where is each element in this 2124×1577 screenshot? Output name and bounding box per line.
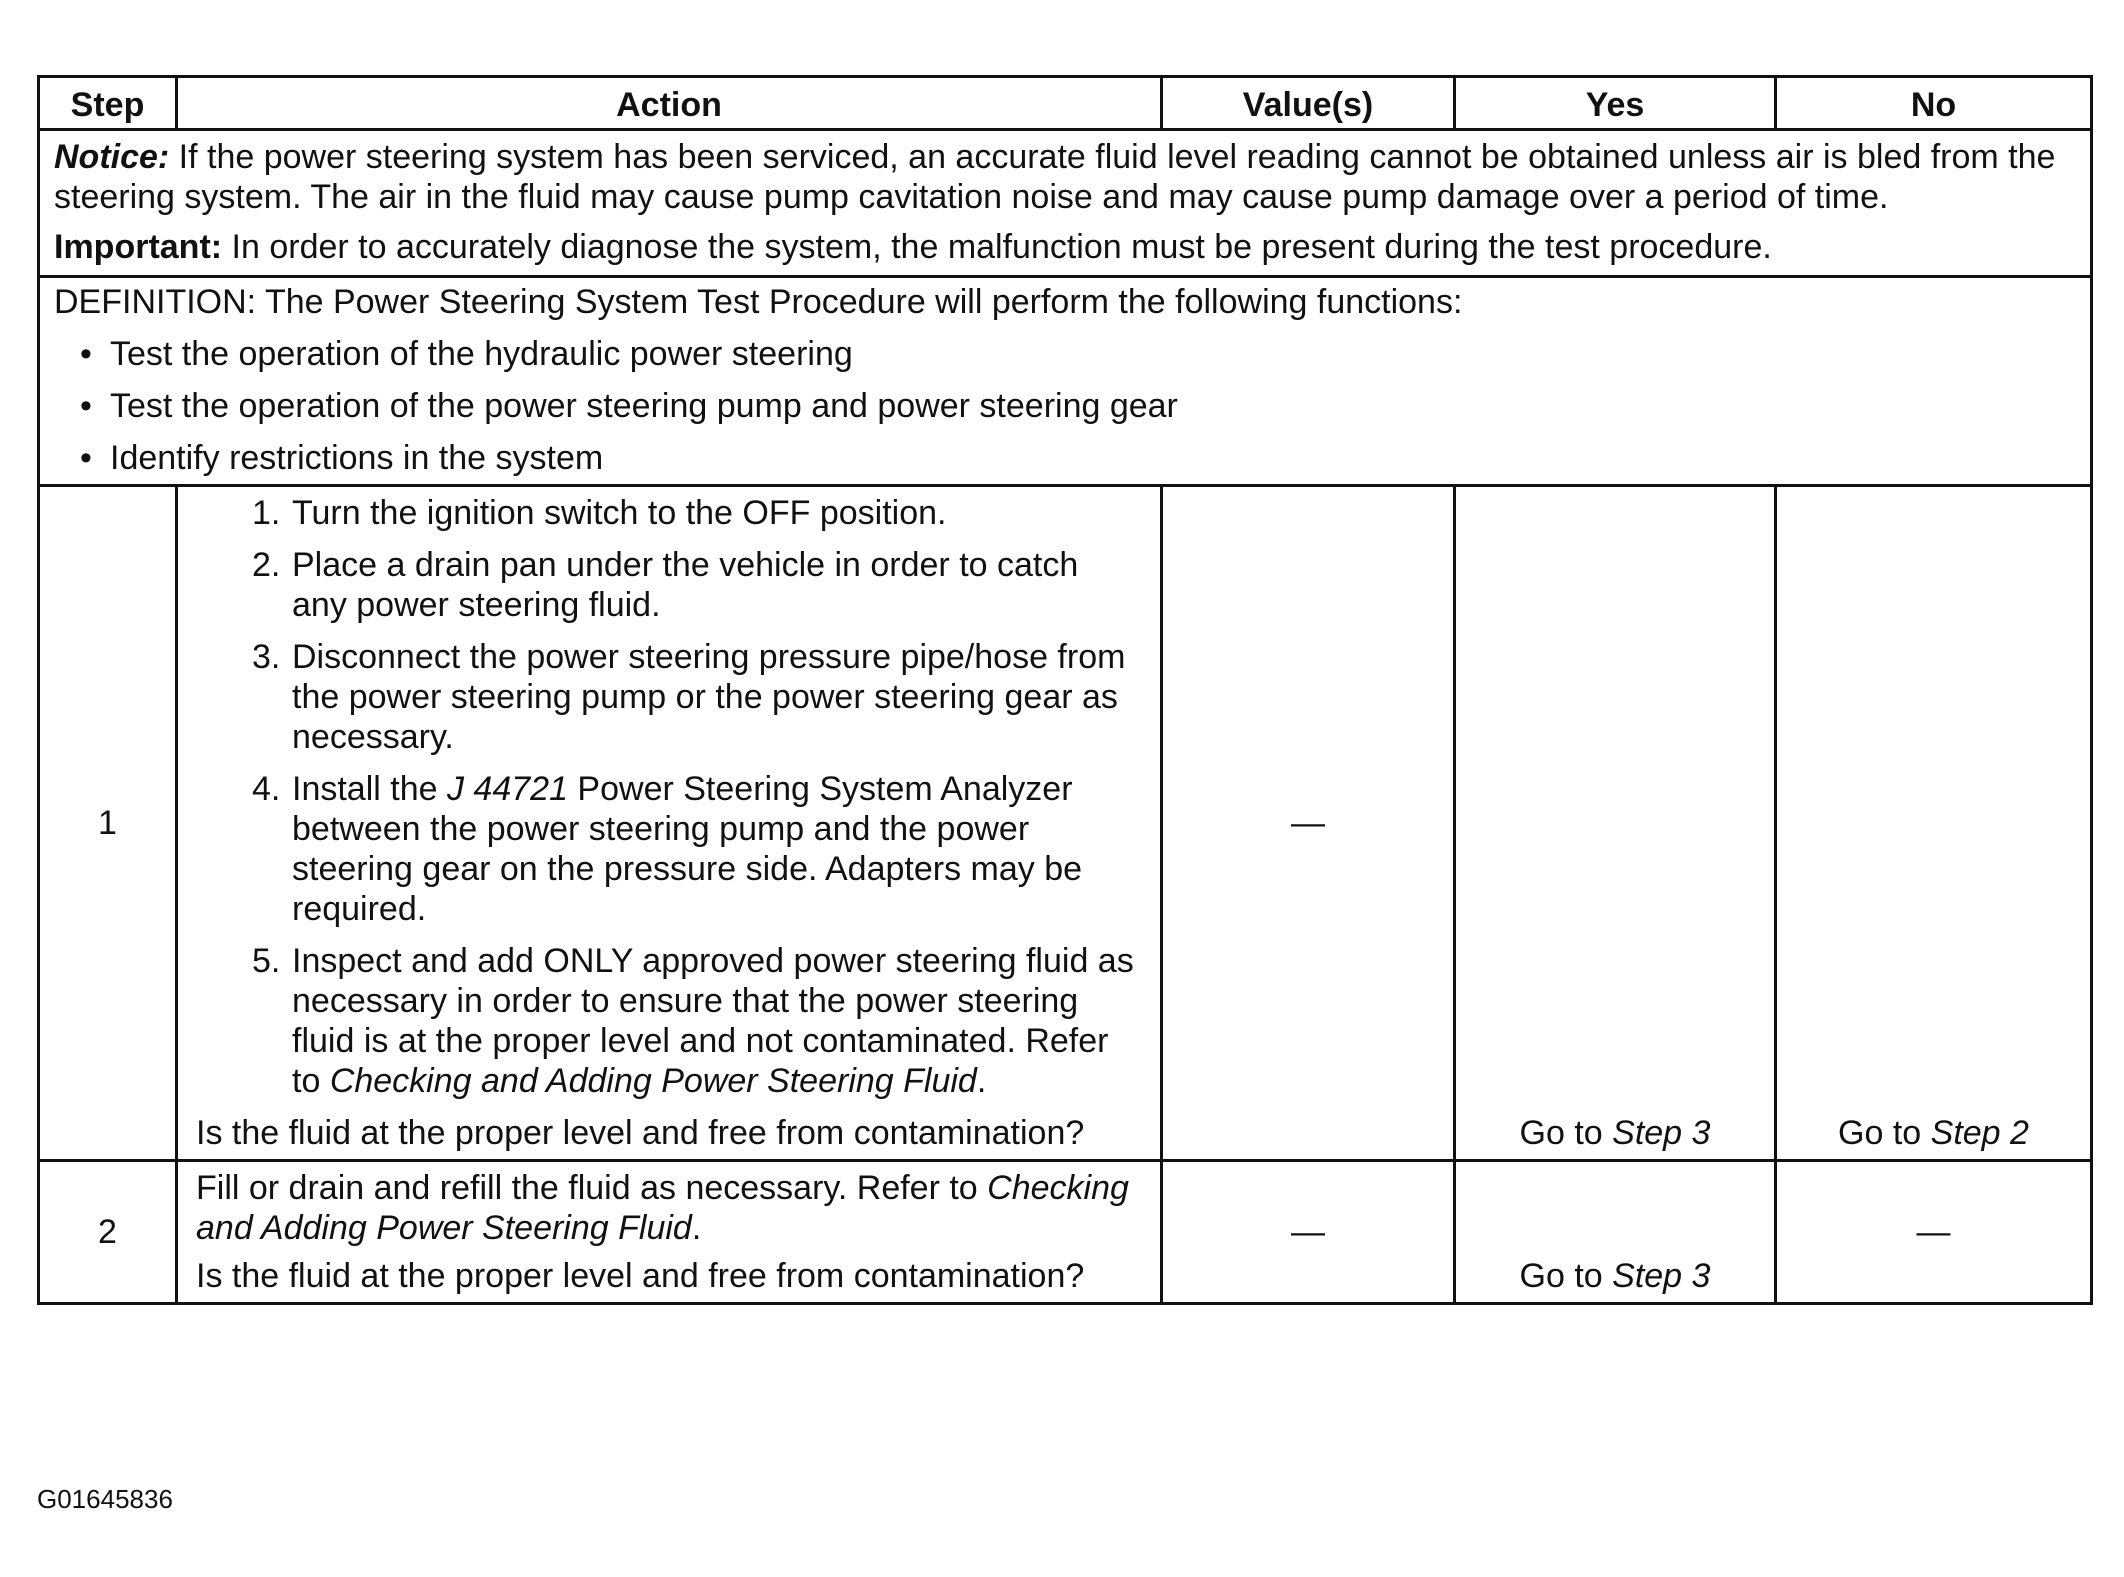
header-action: Action <box>177 77 1162 130</box>
step-number: 1 <box>39 486 177 1161</box>
step-number: 2 <box>39 1161 177 1304</box>
definition-bullet: • Test the operation of the hydraulic power steering <box>80 334 2076 374</box>
item-text: Turn the ignition switch to the OFF position. <box>292 494 947 532</box>
item-text-pre: Install the <box>292 770 447 808</box>
header-yes: Yes <box>1455 77 1776 130</box>
yes-answer <box>1455 486 1776 1161</box>
definition-cell <box>39 277 2092 486</box>
yes-prefix: Go to <box>1519 1114 1613 1152</box>
no-answer <box>1776 486 2092 1161</box>
header-no: No <box>1776 77 2092 130</box>
action-item <box>252 545 1142 625</box>
item-text-post: Power Steering System Analyzer between the power steering pump and the power steering gear on the pressure side. Adapters may be required. <box>292 770 1083 928</box>
yes-answer <box>1455 1161 1776 1304</box>
item-text-pre: Inspect and add ONLY approved power steering fluid as necessary in order to ensure that the power steering fluid is at the proper level and not contaminated. Refer to <box>292 942 1134 1100</box>
header-values: Value(s) <box>1162 77 1455 130</box>
action-item <box>252 941 1142 1101</box>
definition-row <box>39 277 2092 486</box>
action-item <box>252 493 1142 533</box>
item-number: 3. <box>252 638 281 676</box>
action-item <box>252 769 1142 929</box>
important-text: In order to accurately diagnose the system, the malfunction must be present during the test procedure. <box>222 228 1772 266</box>
diagnostic-table <box>37 75 2093 1305</box>
procedure-reference: Checking and Adding Power Steering Fluid <box>196 1169 1129 1247</box>
figure-id: G01645836 <box>37 1484 173 1514</box>
item-number: 4. <box>252 770 281 808</box>
item-number: 2. <box>252 546 281 584</box>
item-text: Disconnect the power steering pressure pipe/hose from the power steering pump or the power steering gear as necessary. <box>292 638 1126 756</box>
instruction-pre: Fill or drain and refill the fluid as necessary. Refer to <box>196 1169 988 1207</box>
header-row <box>39 77 2092 130</box>
item-number: 1. <box>252 494 281 532</box>
yes-step-link[interactable]: Step 3 <box>1612 1257 1711 1295</box>
procedure-reference: Checking and Adding Power Steering Fluid <box>329 1062 977 1100</box>
step-action <box>177 1161 1162 1304</box>
instruction-post: . <box>691 1209 702 1247</box>
definition-list <box>54 334 2076 478</box>
yes-prefix: Go to <box>1519 1257 1613 1295</box>
step-row-1 <box>39 486 2092 1161</box>
step-question: Is the fluid at the proper level and free from contamination? <box>196 1257 1085 1295</box>
item-text: Place a drain pan under the vehicle in order to catch any power steering fluid. <box>292 546 1079 624</box>
important-paragraph <box>54 227 2076 267</box>
tool-reference: J 44721 <box>446 770 568 808</box>
yes-step-link[interactable]: Step 3 <box>1612 1114 1711 1152</box>
definition-bullet: • Test the operation of the power steering pump and power steering gear <box>80 386 2076 426</box>
no-answer: — <box>1776 1161 2092 1304</box>
step-action <box>177 486 1162 1161</box>
item-text-post: . <box>976 1062 987 1100</box>
no-prefix: Go to <box>1838 1114 1931 1152</box>
notice-label: Notice: <box>54 138 170 176</box>
header-step: Step <box>39 77 177 130</box>
definition-bullet: • Identify restrictions in the system <box>80 438 2076 478</box>
action-item <box>252 637 1142 757</box>
important-label: Important: <box>54 228 223 266</box>
definition-intro: DEFINITION: The Power Steering System Test Procedure will perform the following functions: <box>54 283 1463 321</box>
notice-row <box>39 130 2092 277</box>
step-row-2 <box>39 1161 2092 1304</box>
notice-text: If the power steering system has been serviced, an accurate fluid level reading cannot be obtained unless air is bled from the steering system. The air in the fluid may cause pump cavitation noise and may cause pump damage over a period of time. <box>54 138 2056 216</box>
step-value: — <box>1162 486 1455 1161</box>
action-list <box>196 493 1142 1101</box>
step-value: — <box>1162 1161 1455 1304</box>
item-number: 5. <box>252 942 281 980</box>
step-question: Is the fluid at the proper level and free from contamination? <box>196 1114 1085 1152</box>
step-instruction <box>196 1168 1142 1248</box>
no-step-link[interactable]: Step 2 <box>1930 1114 2029 1152</box>
notice-paragraph <box>54 137 2076 217</box>
notice-cell <box>39 130 2092 277</box>
